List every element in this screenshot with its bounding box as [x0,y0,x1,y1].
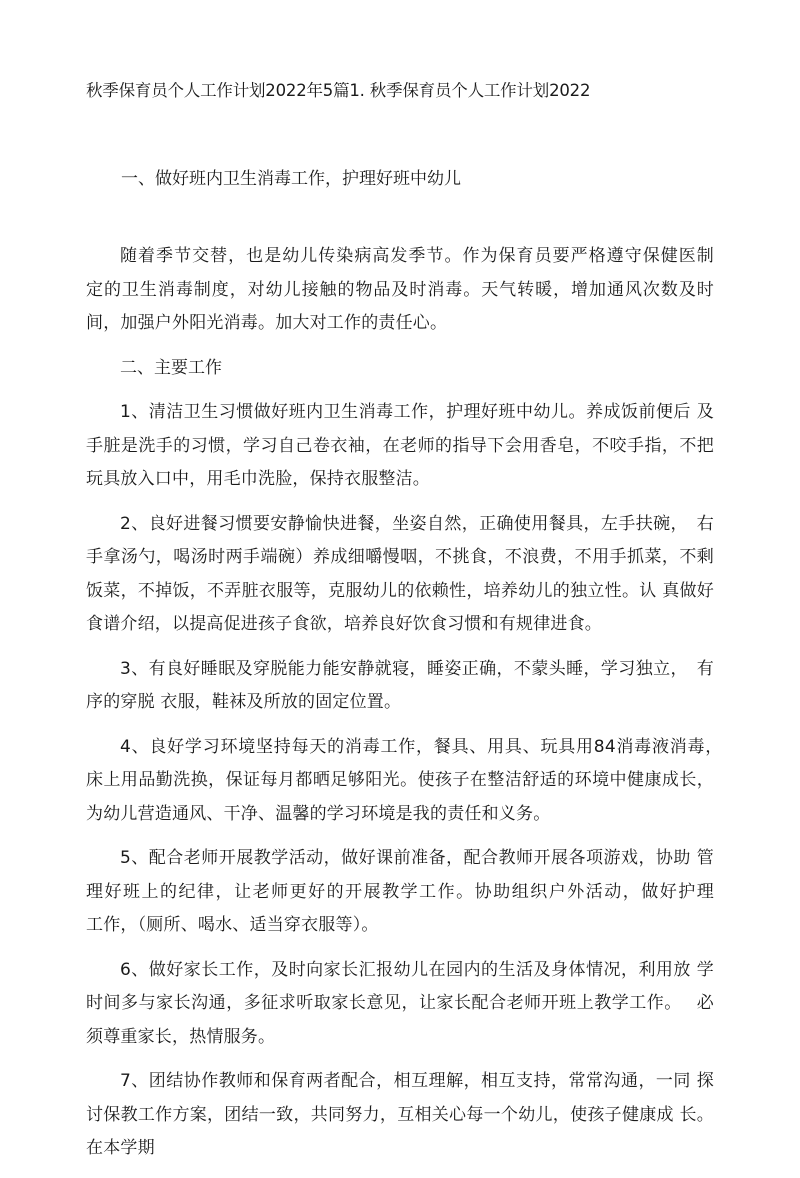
list-item: 5、配合老师开展教学活动，做好课前准备，配合教师开展各项游戏，协助 管理好班上的纪律，让老师更好的开展教学工作。协助组织户外活动，做好护理 工作，（厕所、喝水、适当穿衣服等）。 [86,848,749,935]
list-item: 1、清洁卫生习惯做好班内卫生消毒工作，护理好班中幼儿。养成饭前便后 及手脏是洗手的习惯，学习自己卷衣袖，在老师的指导下会用香皂，不咬手指，不把玩具放入口中，用毛巾洗脸，保持衣服整洁。 [86,402,714,489]
document-title: 秋季保育员个人工作计划2022年5篇1. 秋季保育员个人工作计划2022 [86,81,591,100]
list-item: 7、团结协作教师和保育两者配合，相互理解，相互支持，常常沟通，一同 探讨保教工作方案，团结一致，共同努力，互相关心每一个幼儿，使孩子健康成 长。在本学期 [86,1071,714,1158]
intro-paragraph: 随着季节交替，也是幼儿传染病高发季节。作为保育员要严格遵守保健医制 定的卫生消毒制度，对幼儿接触的物品及时消毒。天气转暖，增加通风次数及时 间，加强户外阳光消毒。加大对工作的责任心。 [86,246,749,333]
section-heading-1: 一、做好班内卫生消毒工作，护理好班中幼儿 [121,169,461,189]
section-heading-2: 二、主要工作 [120,357,222,378]
list-item: 2、良好进餐习惯要安静愉快进餐，坐姿自然，正确使用餐具，左手扶碗， 右手拿汤勺，喝汤时两手端碗）养成细嚼慢咽，不挑食，不浪费，不用手抓菜，不剩饭菜，不掉饭，不弄脏衣服等，克服幼儿的依赖性，培养幼儿的独立性。认 真做好食谱介绍，以提高促进孩子食欲，培养良好饮食习惯和有规律进食。 [86,513,714,634]
list-item: 6、做好家长工作，及时向家长汇报幼儿在园内的生活及身体情况，利用放 学时间多与家长沟通，多征求听取家长意见，让家长配合老师开班上教学工作。 必须尊重家长，热情服务。 [86,959,714,1047]
list-item: 3、有良好睡眠及穿脱能力能安静就寝，睡姿正确，不蒙头睡，学习独立， 有序的穿脱 衣服，鞋袜及所放的固定位置。 [86,658,714,712]
list-item: 4、良好学习环境坚持每天的消毒工作，餐具、用具、玩具用84消毒液消毒， 床上用品勤洗换，保证每月都晒足够阳光。使孩子在整洁舒适的环境中健康成长， 为幼儿营造通风、干净、温馨的学习环境是我的责任和义务。 [86,736,732,824]
